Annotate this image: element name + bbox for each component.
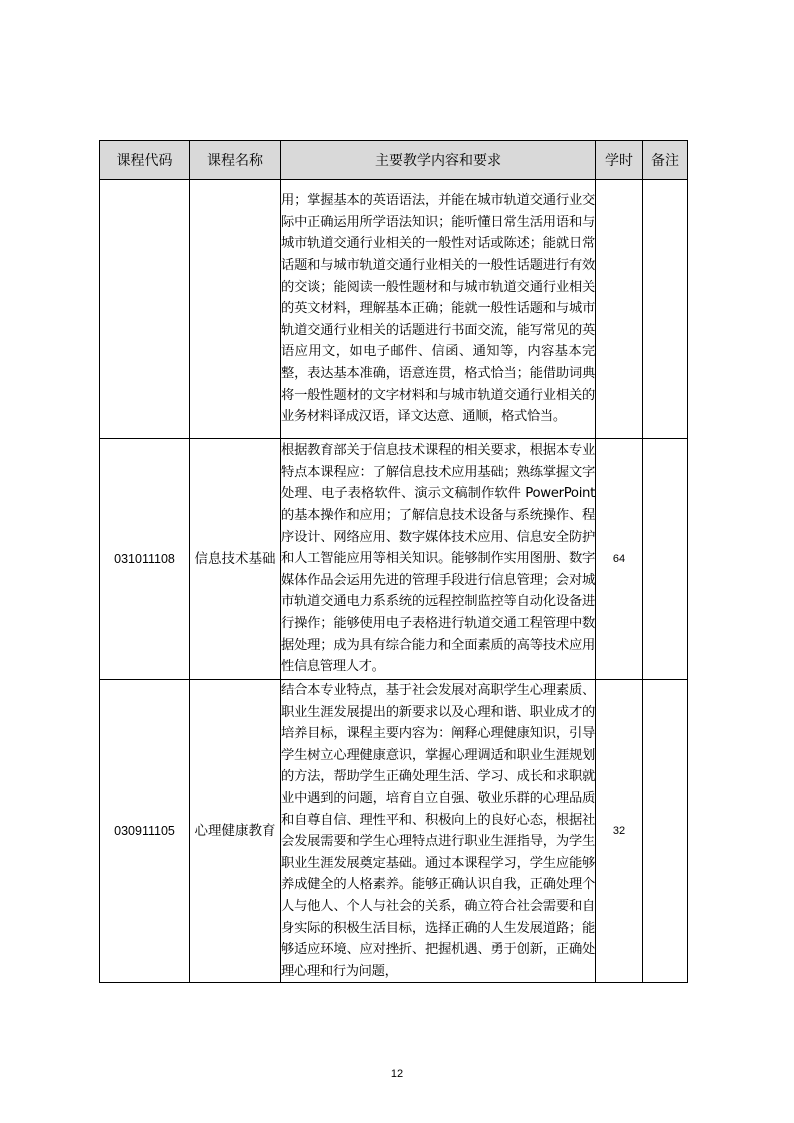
- course-code-cell: 031011108: [100, 439, 190, 680]
- header-content: 主要教学内容和要求: [281, 141, 596, 180]
- course-name-cell: 心理健康教育: [190, 680, 281, 983]
- course-content-cell: [281, 680, 596, 983]
- course-content-text: 用；掌握基本的英语语法，并能在城市轨道交通行业交际中正确运用所学语法知识；能听懂日常生活用语和与城市轨道交通行业相关的一般性对话或陈述；能就日常话题和与城市轨道交通行业相关的一般性话题进行有效的交谈；能阅读一般性题材和与城市轨道交通行业相关的英文材料，理解基本正确；能就一般性话题和与城市轨道交通行业相关的话题进行书面交流，能写常见的英语应用文，如电子邮件、信函、通知等，内容基本完整，表达基本准确，语意连贯，格式恰当；能借助词典将一般性题材的文字材料和与城市轨道交通行业相关的业务材料译成汉语，译文达意、通顺，格式恰当。: [281, 193, 595, 425]
- course-code-cell: 030911105: [100, 680, 190, 983]
- course-remarks-cell: [643, 680, 688, 983]
- header-hours: 学时: [596, 141, 643, 180]
- header-course-code: 课程代码: [100, 141, 190, 180]
- course-table: [99, 140, 688, 983]
- course-remarks-cell: [643, 180, 688, 439]
- header-course-name: 课程名称: [190, 141, 281, 180]
- course-hours-cell: 64: [596, 439, 643, 680]
- course-content-text: 结合本专业特点，基于社会发展对高职学生心理素质、职业生涯发展提出的新要求以及心理和谐、职业成才的培养目标，课程主要内容为：阐释心理健康知识，引导学生树立心理健康意识，掌握心理调适和职业生涯规划的方法，帮助学生正确处理生活、学习、成长和求职就业中遇到的问题，培育自立自强、敬业乐群的心理品质和自尊自信、理性平和、积极向上的良好心态，根据社会发展需要和学生心理特点进行职业生涯指导，为学生职业生涯发展奠定基础。通过本课程学习，学生应能够养成健全的人格素养。能够正确认识自我，正确处理个人与他人、个人与社会的关系，确立符合社会需要和自身实际的积极生活目标，选择正确的人生发展道路；能够适应环境、应对挫折、把握机遇、勇于创新，正确处理心理和行为问题，: [281, 683, 595, 979]
- course-hours-cell: [596, 180, 643, 439]
- table-row: [100, 180, 688, 439]
- table-header-row: [100, 141, 688, 180]
- course-content-cell: [281, 180, 596, 439]
- header-remarks: 备注: [643, 141, 688, 180]
- course-content-text: 根据教育部关于信息技术课程的相关要求，根据本专业特点本课程应：了解信息技术应用基础；熟练掌握文字处理、电子表格软件、演示文稿制作软件 PowerPoint 的基本操作和应用；了解信息技术设备与系统操作、程序设计、网络应用、数字媒体技术应用、信息安全防护和人工智能应用等相关知识。能够制作实用图册、数字媒体作品会运用先进的管理手段进行信息管理；会对城市轨道交通电力系系统的远程控制监控等自动化设备进行操作；能够使用电子表格进行轨道交通工程管理中数据处理；成为具有综合能力和全面素质的高等技术应用性信息管理人才。: [281, 443, 595, 675]
- course-name-cell: 信息技术基础: [190, 439, 281, 680]
- page-number: 12: [390, 1068, 404, 1080]
- table-row: [100, 439, 688, 680]
- course-name-cell: [190, 180, 281, 439]
- course-remarks-cell: [643, 439, 688, 680]
- table-row: [100, 680, 688, 983]
- course-code-cell: [100, 180, 190, 439]
- course-content-cell: [281, 439, 596, 680]
- course-hours-cell: 32: [596, 680, 643, 983]
